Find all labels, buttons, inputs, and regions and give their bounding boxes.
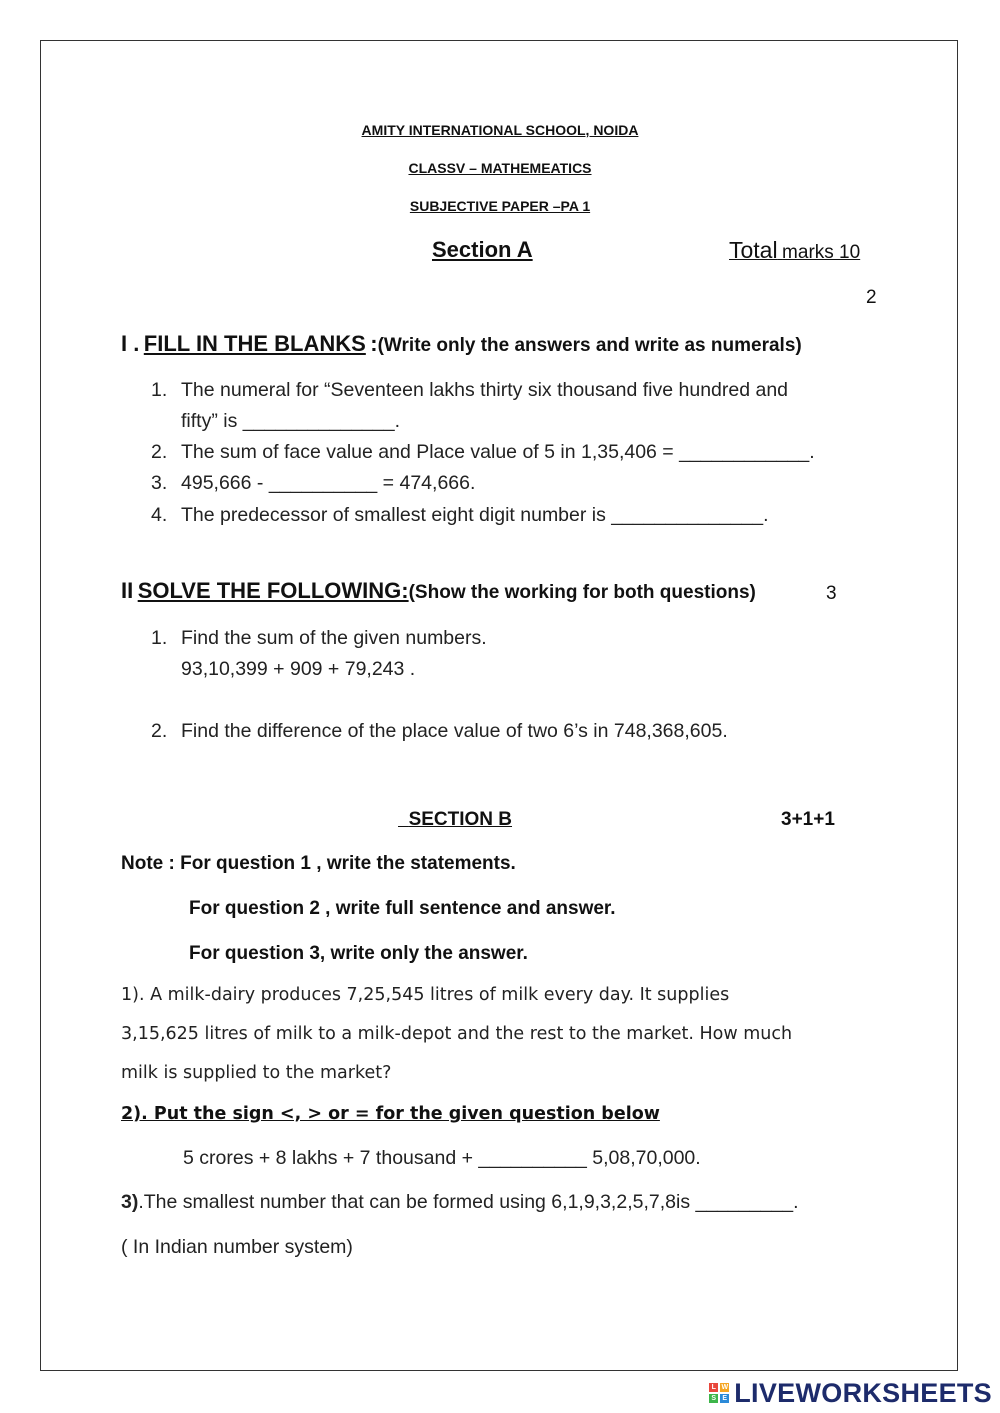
- sb-q3-note: ( In Indian number system): [121, 1236, 353, 1258]
- part2-instruction: (Show the working for both questions): [408, 582, 756, 603]
- part2-q1-line2: 93,10,399 + 909 + 79,243 .: [181, 658, 416, 680]
- total-label: Total: [729, 237, 778, 263]
- sb-q2-expression: 5 crores + 8 lakhs + 7 thousand + __________ 5,08,70,000.: [183, 1147, 701, 1169]
- part1-numeral: I .: [121, 331, 140, 356]
- sb-q1-line2: 3,15,625 litres of milk to a milk-depot and the rest to the market. How much: [121, 1024, 793, 1044]
- logo-text: LIVEWORKSHEETS: [734, 1377, 992, 1408]
- part2-q1-line1: Find the sum of the given numbers.: [181, 627, 487, 649]
- logo-block: L: [709, 1383, 718, 1392]
- part1-q4-number: 4.: [151, 504, 168, 526]
- liveworksheets-logo: [709, 1378, 992, 1408]
- part1-q2-number: 2.: [151, 441, 168, 463]
- logo-block: W: [721, 1384, 729, 1391]
- part1-q1-number: 1.: [151, 379, 168, 401]
- part2-title: SOLVE THE FOLLOWING:: [137, 578, 409, 603]
- logo-blocks-icon: [709, 1383, 729, 1403]
- sb-q1-line1: 1). A milk-dairy produces 7,25,545 litres of milk every day. It supplies: [121, 985, 730, 1005]
- part1-instruction: (Write only the answers and write as numerals): [377, 335, 802, 356]
- sb-q3-text: .The smallest number that can be formed using 6,1,9,3,2,5,7,8is _________.: [138, 1191, 799, 1213]
- paper-title: SUBJECTIVE PAPER –PA 1: [409, 198, 591, 214]
- logo-block: S: [709, 1394, 718, 1403]
- school-name: AMITY INTERNATIONAL SCHOOL, NOIDA: [361, 122, 639, 138]
- part2-q2-text: Find the difference of the place value of two 6’s in 748,368,605.: [181, 720, 728, 742]
- part1-marks: 2: [866, 287, 877, 308]
- sb-q2-heading: 2). Put the sign <, > or = for the given question below: [121, 1104, 660, 1124]
- note-line-3: For question 3, write only the answer.: [189, 943, 528, 964]
- section-b-marks: 3+1+1: [781, 809, 835, 830]
- part2-q1-number: 1.: [151, 627, 168, 649]
- part1-q1-line1: The numeral for “Seventeen lakhs thirty six thousand five hundred and: [181, 379, 789, 401]
- part1-title: FILL IN THE BLANKS: [143, 331, 366, 356]
- part1-q3-text: 495,666 - __________ = 474,666.: [181, 472, 476, 494]
- part1-q4-text: The predecessor of smallest eight digit number is ______________.: [181, 504, 769, 526]
- note-line-2: For question 2 , write full sentence and answer.: [189, 898, 616, 919]
- sb-q1-line3: milk is supplied to the market?: [121, 1063, 392, 1083]
- total-marks-value: marks 10: [782, 242, 861, 263]
- part1-heading: [121, 331, 802, 357]
- sb-q3-label: 3): [121, 1191, 139, 1213]
- part2-heading: [121, 578, 756, 604]
- sb-q3: [121, 1191, 799, 1214]
- part1-q2-text: The sum of face value and Place value of 5 in 1,35,406 = ____________.: [181, 441, 815, 463]
- note-line-1: Note : For question 1 , write the statements.: [121, 853, 516, 874]
- part2-marks: 3: [826, 583, 837, 604]
- part1-q3-number: 3.: [151, 472, 168, 494]
- part2-numeral: II: [121, 578, 134, 603]
- total-marks: [729, 237, 860, 264]
- part2-q2-number: 2.: [151, 720, 168, 742]
- section-a-title: Section A: [432, 237, 533, 262]
- section-b-title: [398, 809, 512, 831]
- section-b-title-text: SECTION B: [408, 809, 513, 830]
- class-subject: CLASSV – MATHEMEATICS: [408, 160, 592, 176]
- part1-colon: :: [370, 331, 378, 356]
- logo-block: E: [720, 1394, 729, 1403]
- part1-q1-line2: fifty” is ______________.: [181, 410, 400, 432]
